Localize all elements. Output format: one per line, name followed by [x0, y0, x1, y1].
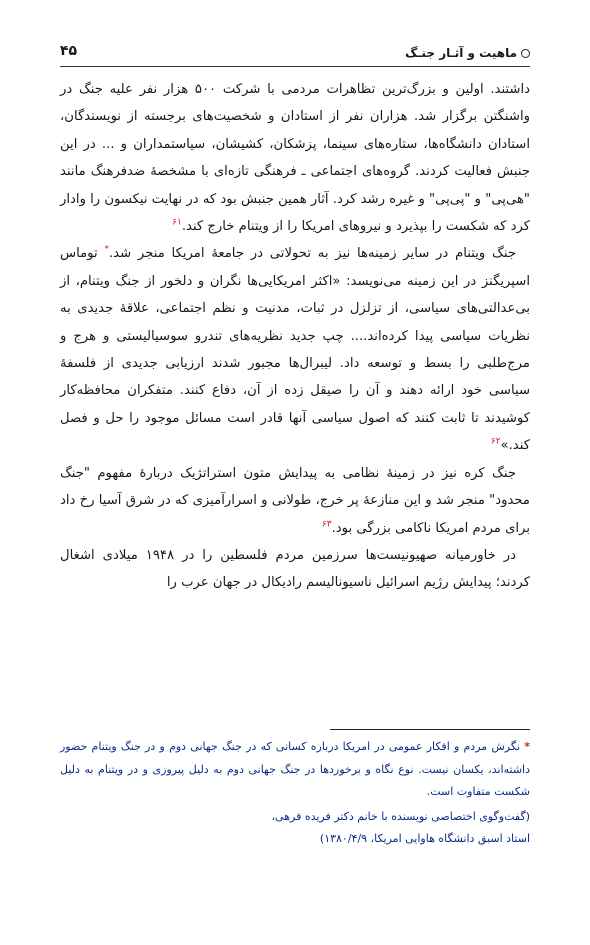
footnote-source-line-1: (گفت‌وگوی اختصاصی نویسنده با خانم دکتر فریده فرهی، — [271, 809, 530, 823]
footnote-item — [60, 736, 530, 804]
body-text — [60, 76, 530, 597]
paragraph-text: جنگ کره نیز در زمینهٔ نظامی به پیدایش متون استراتژیک دربارهٔ مفهوم "جنگ محدود" منجر شد و این منازعهٔ پر خرج، طولانی و اسرارآمیزی که در شرق آسیا رخ داد برای مردم امریکا ناکامی بزرگی بود. — [60, 465, 530, 536]
paragraph-text: جنگ ویتنام در سایر زمینه‌ها نیز به تحولاتی در جامعهٔ امریکا منجر شد. — [108, 246, 516, 262]
chapter-title-text: ماهیت و آثـار جنـگ — [405, 46, 517, 60]
endnote-marker-63[interactable]: ۶۳ — [321, 519, 332, 530]
footnotes — [60, 736, 530, 851]
endnote-marker-61[interactable]: ۶۱ — [172, 217, 182, 228]
paragraph-text: توماس اسپریگنز در این زمینه می‌نویسد: «اکثر امریکایی‌ها نگران و دلخور از جنگ ویتنام، از بی‌عدالتی‌های سیاسی، از تزلزل در ثبات، مدنیت و نظم اجتماعی، علاقهٔ جدیدی به نظریات سیاسی پیدا کرده‌اند.... چپ جدید نظریه‌های تندرو سوسیالیستی و هرج و مرج‌طلبی را بسط و توسعه داد. لیبرال‌ها مجبور شدند ارزیابی جدیدی از فلسفهٔ سیاسی خود ارائه دهند و آن را صیقل زده از آن، دفاع کنند. متفکران محافظه‌کار کوشیدند تا ثابت کنند که اصول سیاسی آنها قادر است مسائل موجود را حل و فصل کند.» — [60, 246, 530, 454]
footnote-source-line-2: استاد اسبق دانشگاه هاوایی امریکا، ۱۳۸۰/۴/۹) — [319, 832, 530, 845]
chapter-title — [405, 46, 530, 60]
footnote-divider — [330, 729, 530, 730]
footnote-star-marker[interactable]: * — [104, 245, 109, 256]
paragraph-1 — [60, 76, 530, 240]
paragraph-text: داشتند. اولین و بزرگ‌ترین تظاهرات مردمی با شرکت ۵۰۰ هزار نفر علیه جنگ در واشنگتن برگزار شد. هزاران نفر از استادان و شخصیت‌های برجسته از نویسندگان، استادان دانشگاه‌ها، ستاره‌های سینما، پزشکان، کشیشان، سیاستمداران و ... در این جنبش فعالیت کردند. گروه‌های اجتماعی ـ فرهنگی تازه‌ای با مشخصهٔ ضدفرهنگ مانند "هی‌پی" و "پی‌پی" و غیره رشد کرد. آثار همین جنبش بود که در نهایت نیکسون را وادار کرد که شکست را بپذیرد و نیروهای امریکا را از ویتنام خارج کند. — [60, 82, 530, 235]
footnote-text: نگرش مردم و افکار عمومی در امریکا درباره کسانی که در جنگ جهانی دوم و در جنگ ویتنام حضور داشته‌اند، یکسان نیست. نوع نگاه و برخوردها در جنگ جهانی دوم به دلیل پیروزی و در ویتنام به دلیل شکست متفاوت است. — [60, 740, 530, 798]
running-header — [60, 40, 530, 67]
paragraph-3 — [60, 460, 530, 542]
endnote-marker-62[interactable]: ۶۲ — [490, 436, 501, 447]
paragraph-text: در خاورمیانه صهیونیست‌ها سرزمین مردم فلسطین را در ۱۹۴۸ میلادی اشغال کردند؛ پیدایش رژیم اسرائیل ناسیونالیسم رادیکال در جهان عرب را — [60, 547, 530, 591]
paragraph-4 — [60, 542, 530, 597]
paragraph-2 — [60, 240, 530, 459]
circle-bullet-icon — [521, 49, 530, 58]
page-number: ۴۵ — [60, 43, 78, 59]
footnote-star: * — [524, 740, 530, 753]
